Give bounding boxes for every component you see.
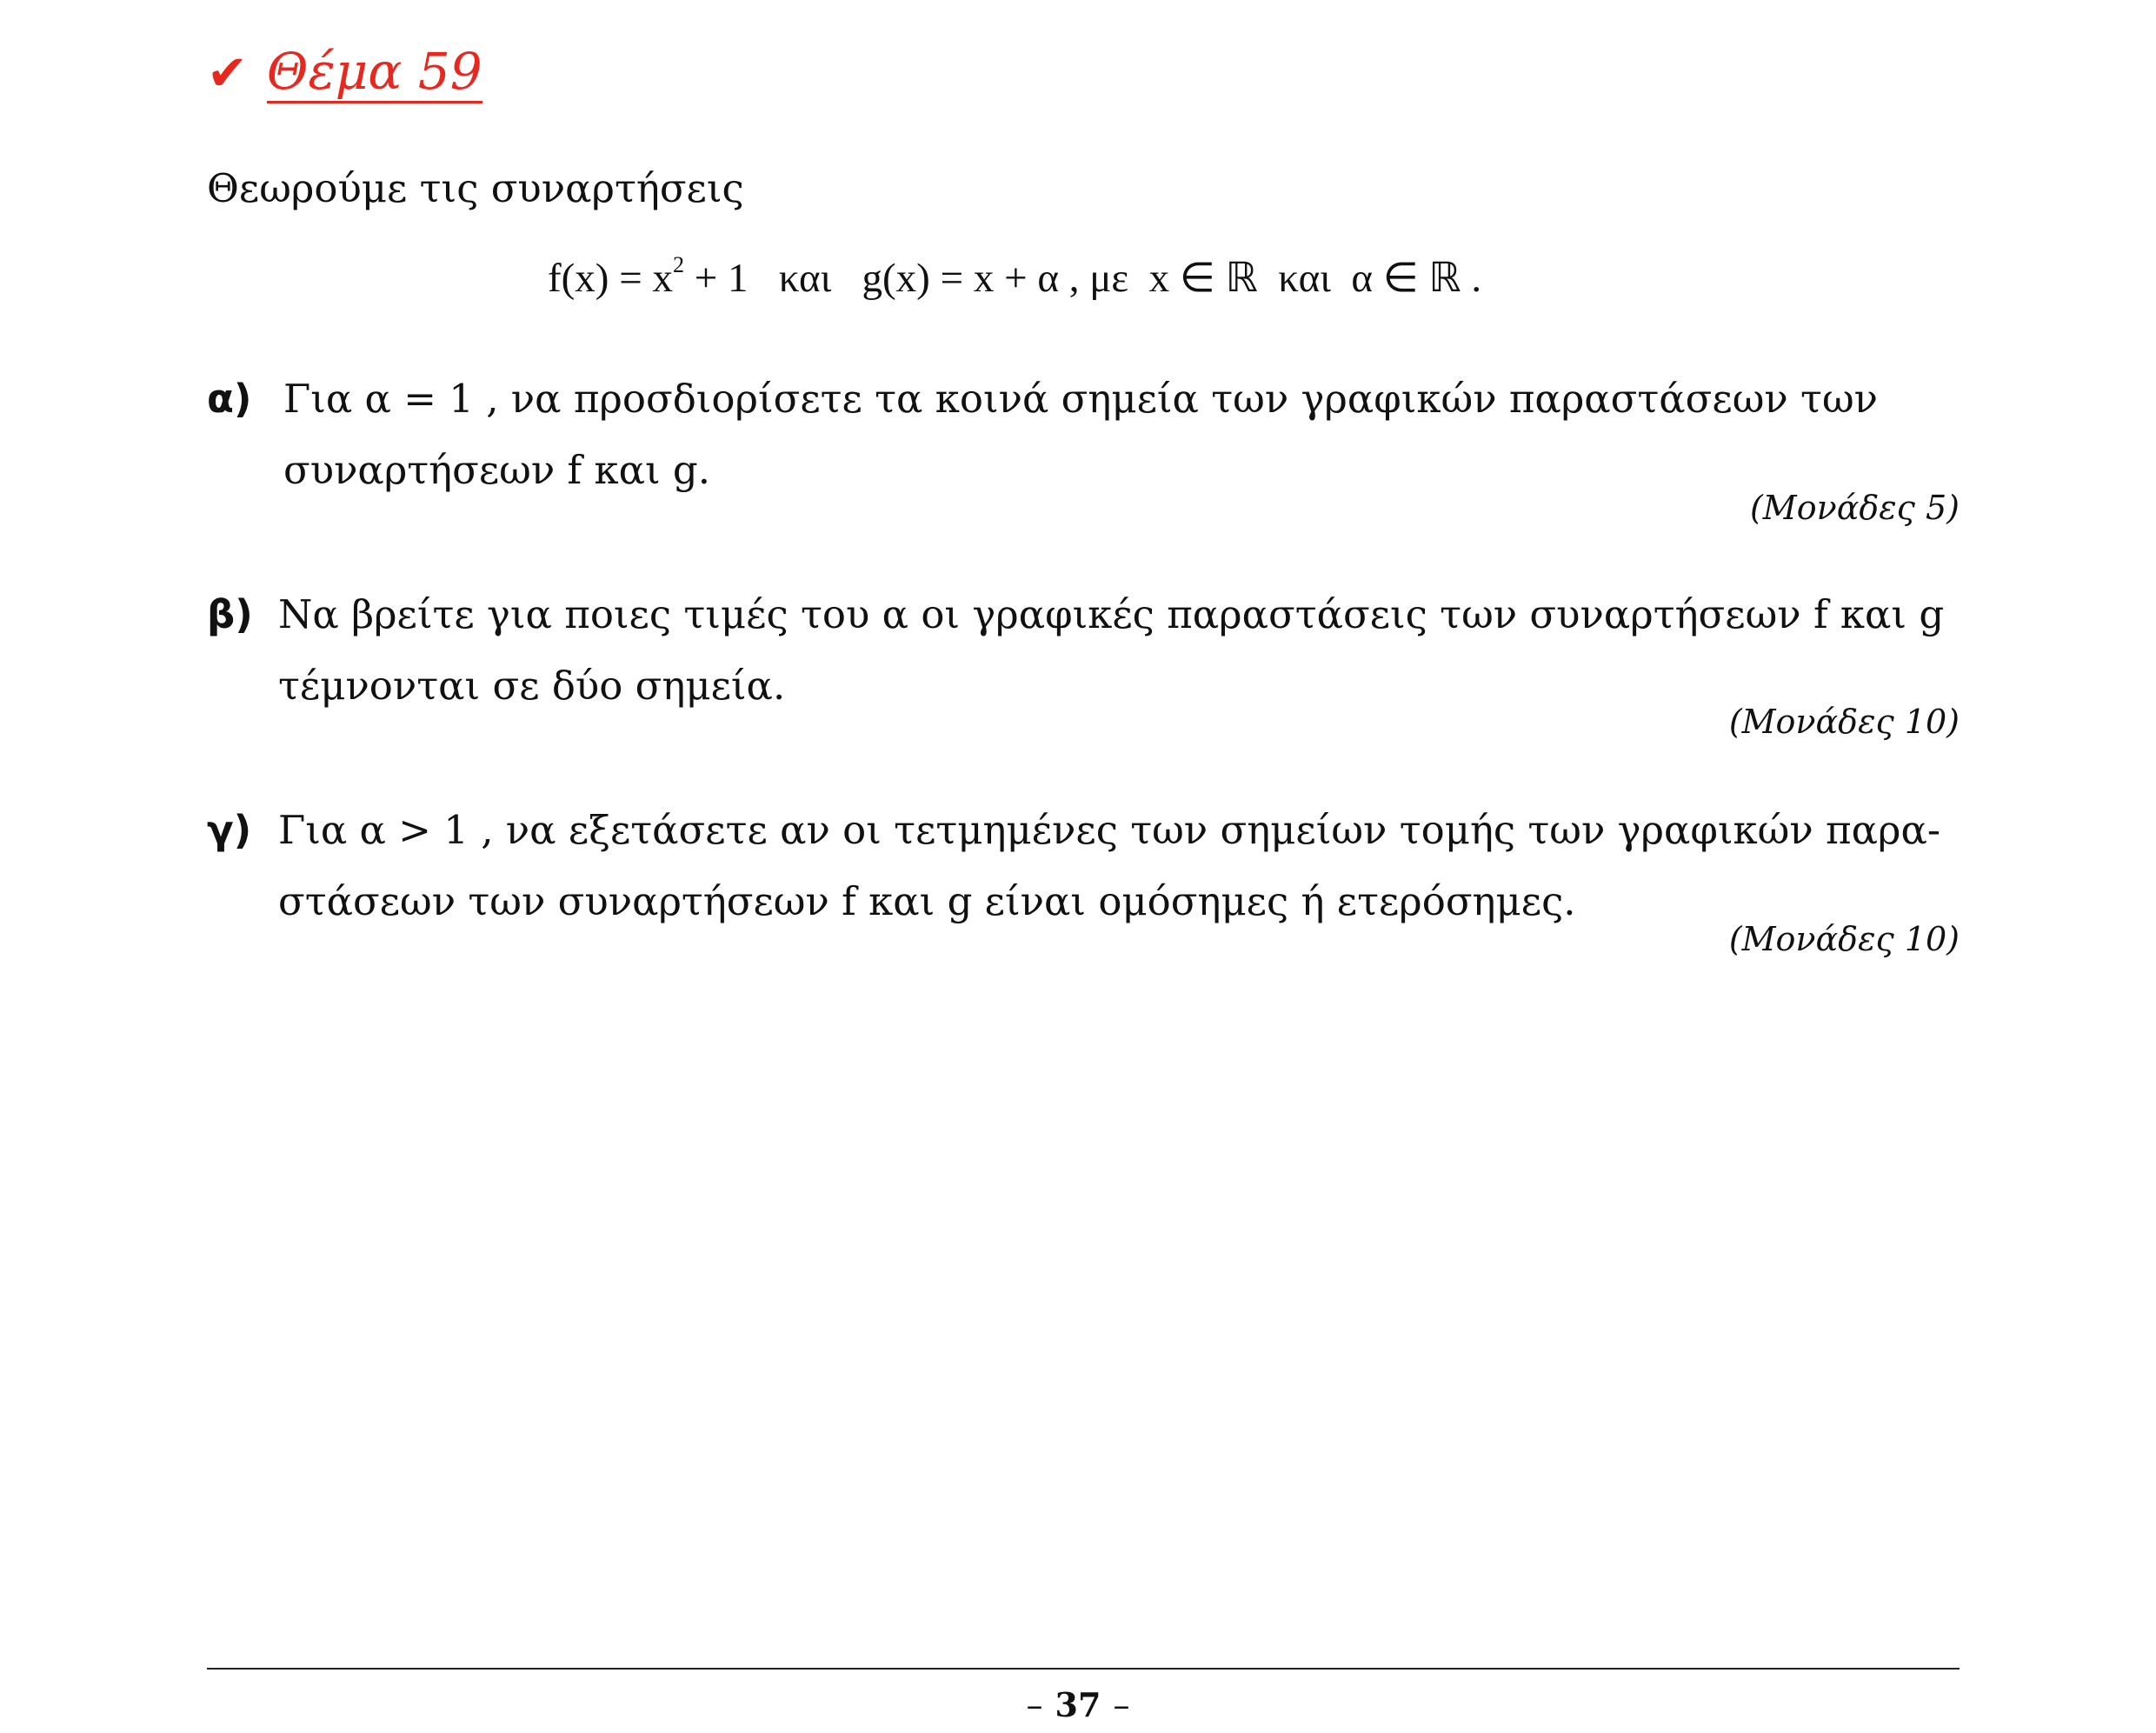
question-a-marks: (Μονάδες 5) xyxy=(1749,489,1960,527)
question-a-line-1: Για α = 1 , να προσδιορίσετε τα κοινά σημεία των γραφικών παραστάσεων των xyxy=(283,376,1878,422)
intro-text: Θεωρούμε τις συναρτήσεις xyxy=(207,165,744,211)
page-footer xyxy=(0,1685,2156,1724)
footer-divider xyxy=(207,1668,1960,1670)
checkmark-icon: ✔ xyxy=(207,45,248,102)
question-b-line-1: Να βρείτε για ποιες τιμές του α οι γραφικές παραστάσεις των συναρτήσεων f και g xyxy=(278,591,1945,637)
formula-part-2: + 1 και g(x) = x + α , με x ∈ ℝ και α ∈ ℝ . xyxy=(683,256,1482,301)
topic-heading xyxy=(207,35,482,113)
question-b-line-2: τέμνονται σε δύο σημεία. xyxy=(278,663,786,709)
question-b-label: β) xyxy=(207,591,253,637)
footer-dash-left: – xyxy=(1026,1686,1043,1724)
question-c-marks: (Μονάδες 10) xyxy=(1728,920,1960,958)
formula-part-1: f(x) = x xyxy=(548,256,673,301)
function-definitions xyxy=(548,254,1481,303)
question-c-label: γ) xyxy=(207,807,252,853)
question-b-marks: (Μονάδες 10) xyxy=(1728,703,1960,741)
footer-dash-right: – xyxy=(1113,1686,1130,1724)
formula-exponent: 2 xyxy=(672,252,684,277)
page-number: 37 xyxy=(1055,1685,1101,1724)
topic-title: Θέμα 59 xyxy=(267,44,482,104)
question-c-line-1: Για α > 1 , να εξετάσετε αν οι τετμημένες των σημείων τομής των γραφικών παρα- xyxy=(278,807,1941,853)
question-a-label: α) xyxy=(207,376,252,422)
question-a-line-2: συναρτήσεων f και g. xyxy=(283,447,711,493)
question-c-line-2: στάσεων των συναρτήσεων f και g είναι ομόσημες ή ετερόσημες. xyxy=(278,878,1576,924)
